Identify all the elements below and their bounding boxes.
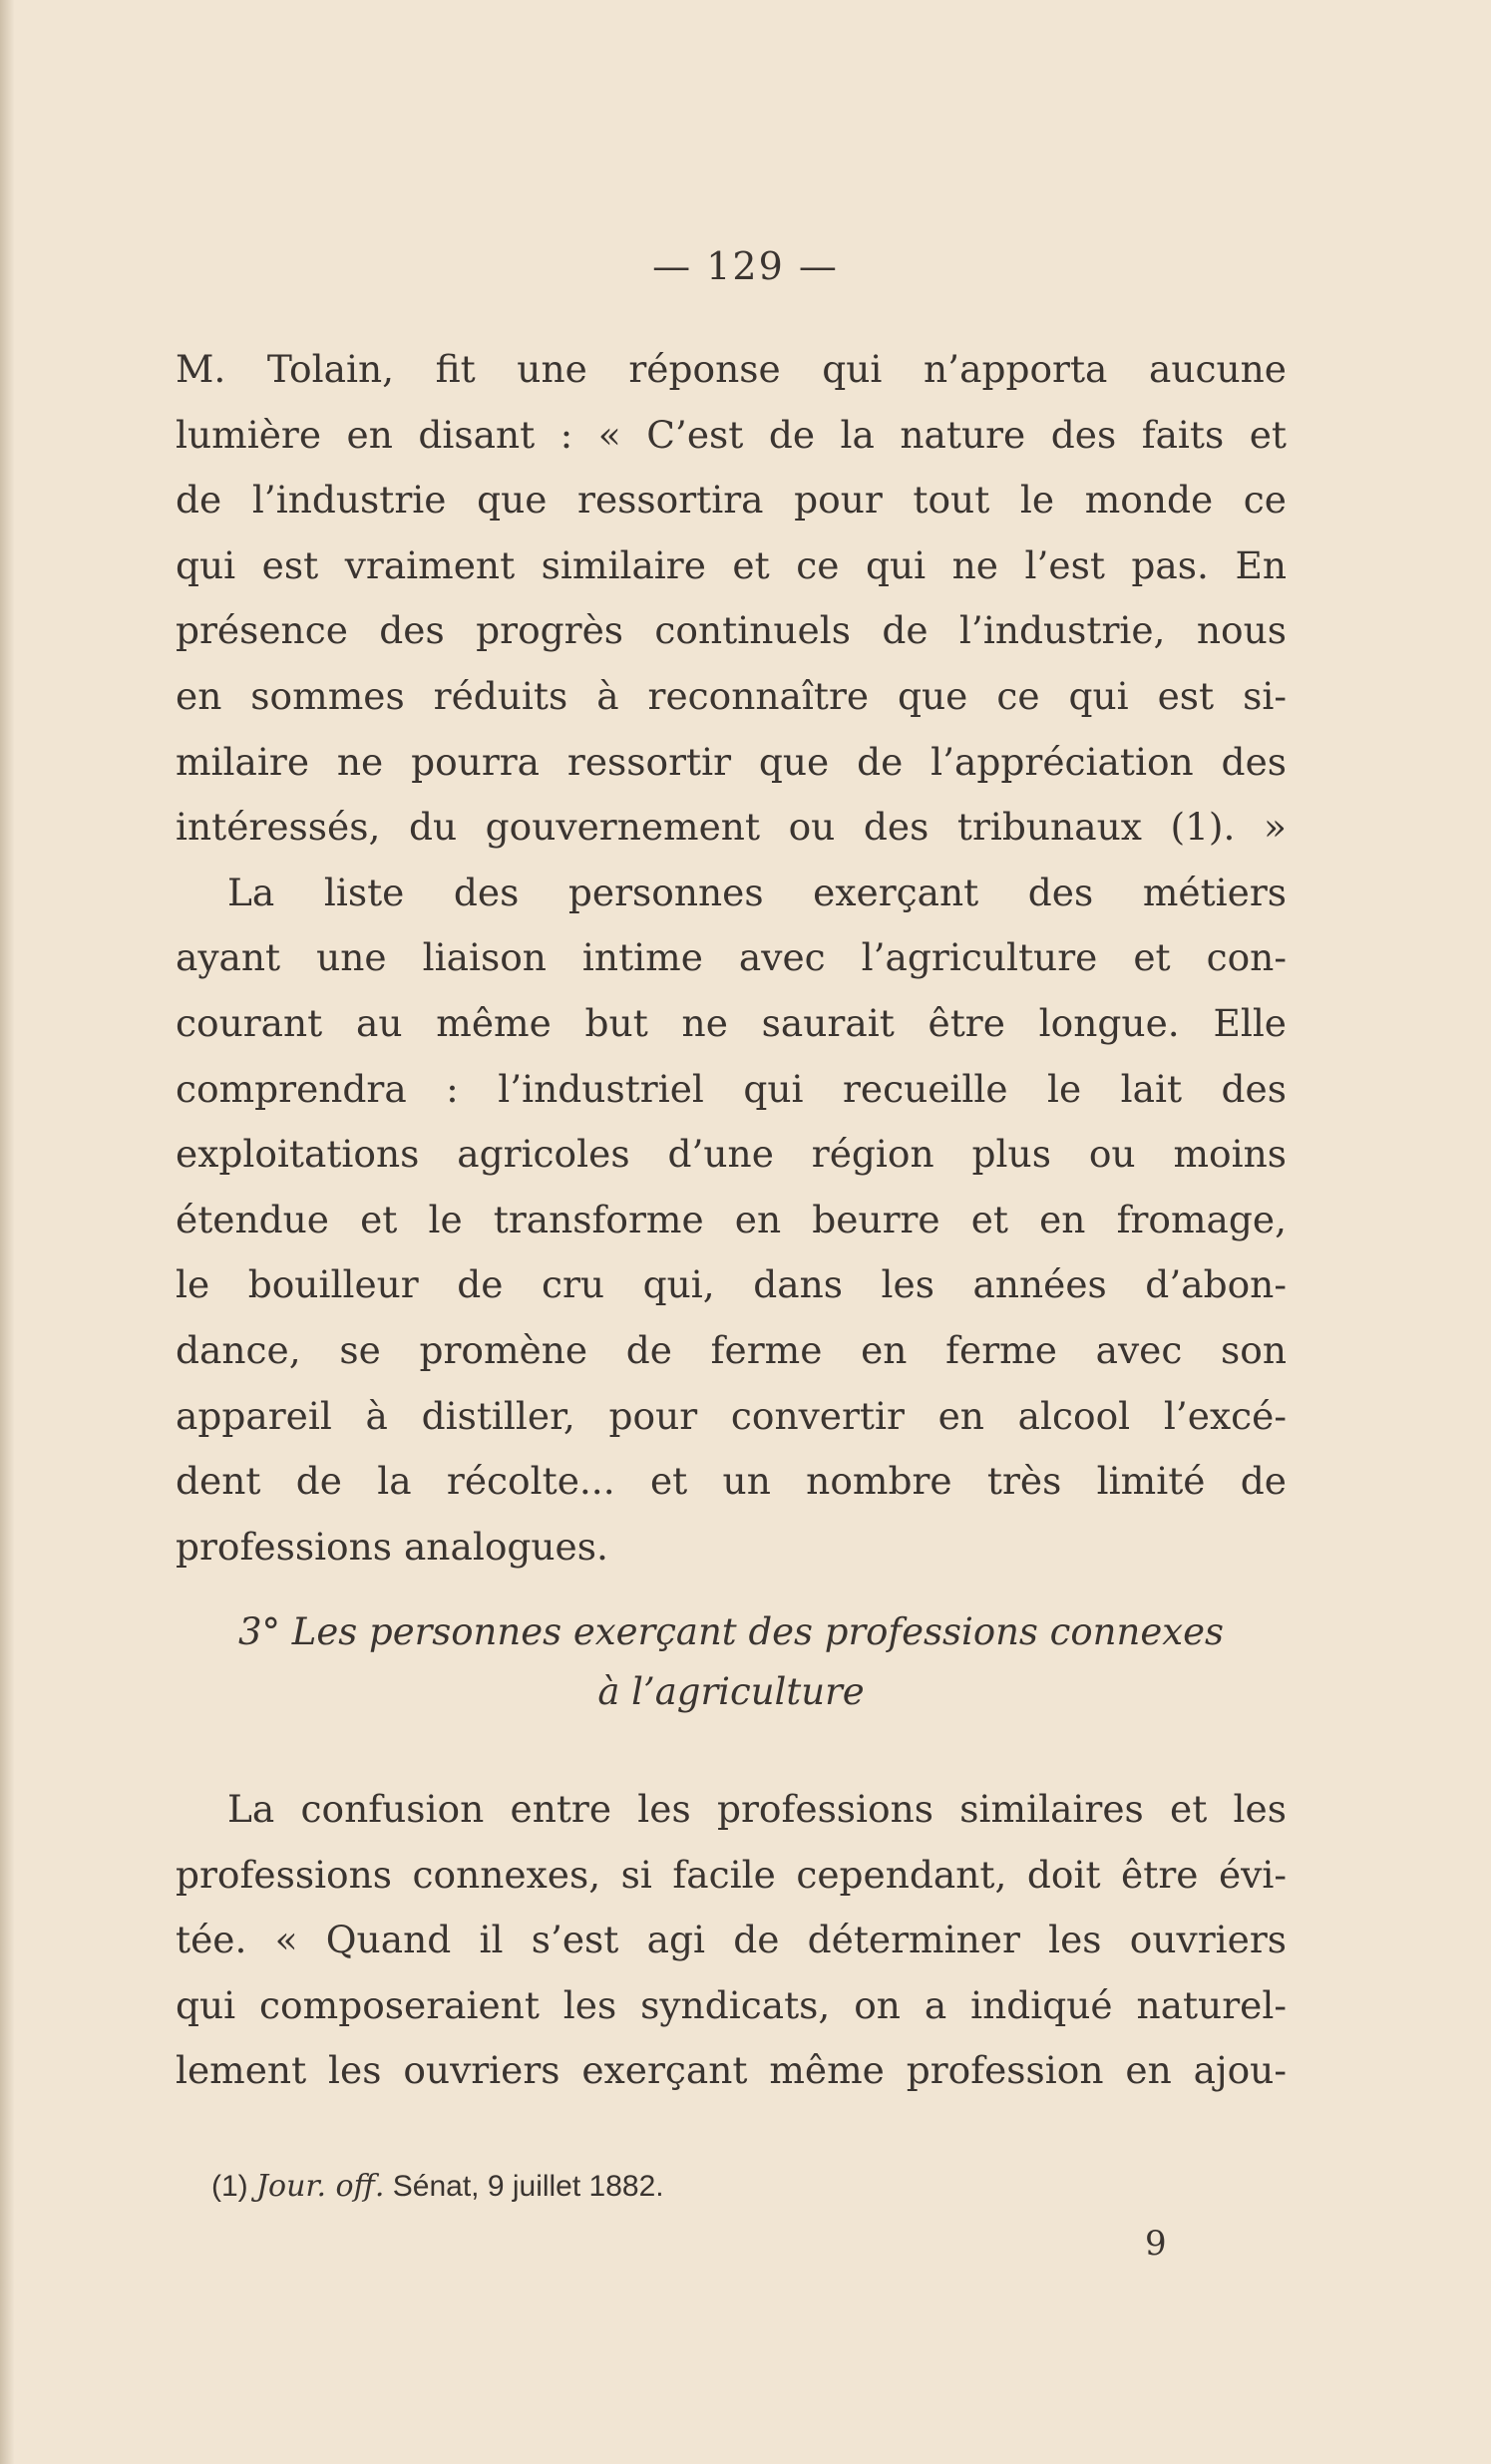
text-line: La confusion entre les professions similaires et les xyxy=(227,1787,1287,1831)
text-line: lement les ouvriers exerçant même profession en ajou- xyxy=(176,2048,1287,2093)
text-line: professions analogues. xyxy=(176,1524,608,1569)
section-heading-line: 3° Les personnes exerçant des professions connexes xyxy=(238,1610,1224,1653)
text-line: M. Tolain, fit une réponse qui n’apporta aucune xyxy=(176,347,1287,391)
body-paragraph-bottom xyxy=(176,1777,1287,2104)
text-line: courant au même but ne saurait être longue. Elle xyxy=(176,1000,1287,1045)
text-line: comprendra : l’industriel qui recueille le lait des xyxy=(176,1066,1287,1111)
text-line: exploitations agricoles d’une région plus ou moins xyxy=(176,1132,1287,1177)
footnote xyxy=(211,2169,664,2204)
text-line: dent de la récolte... et un nombre très limité de xyxy=(176,1459,1287,1504)
text-line: dance, se promène de ferme en ferme avec son xyxy=(176,1327,1287,1372)
signature-mark: 9 xyxy=(1145,2224,1167,2264)
text-line: en sommes réduits à reconnaître que ce qui est si- xyxy=(176,673,1287,718)
text-line: tée. « Quand il s’est agi de déterminer les ouvriers xyxy=(176,1918,1287,1962)
text-line: intéressés, du gouvernement ou des tribunaux (1). » xyxy=(176,805,1287,850)
body-paragraphs-top xyxy=(176,337,1287,1580)
footnote-detail: Sénat, 9 juillet 1882. xyxy=(392,2170,664,2203)
text-line: ayant une liaison intime avec l’agriculture et con- xyxy=(176,935,1287,980)
footnote-marker: (1) xyxy=(211,2170,248,2203)
section-heading xyxy=(176,1602,1287,1722)
text-line: de l’industrie que ressortira pour tout le monde ce xyxy=(176,478,1287,523)
page-number: — 129 — xyxy=(652,244,839,288)
text-line: lumière en disant : « C’est de la nature des faits et xyxy=(176,412,1287,457)
text-line: milaire ne pourra ressortir que de l’appréciation des xyxy=(176,739,1287,784)
text-line: étendue et le transforme en beurre et en fromage, xyxy=(176,1197,1287,1241)
text-line: La liste des personnes exerçant des métiers xyxy=(227,870,1287,914)
text-line: professions connexes, si facile cependant, doit être évi- xyxy=(176,1852,1287,1897)
section-heading-line: à l’agriculture xyxy=(597,1670,865,1713)
text-line: présence des progrès continuels de l’industrie, nous xyxy=(176,608,1287,653)
text-line: qui est vraiment similaire et ce qui ne l’est pas. En xyxy=(176,542,1287,587)
text-line: qui composeraient les syndicats, on a indiqué naturel- xyxy=(176,1982,1287,2027)
text-line: le bouilleur de cru qui, dans les années d’abon- xyxy=(176,1262,1287,1307)
text-line: appareil à distiller, pour convertir en alcool l’excé- xyxy=(176,1393,1287,1438)
footnote-source: Jour. off. xyxy=(256,2169,385,2204)
